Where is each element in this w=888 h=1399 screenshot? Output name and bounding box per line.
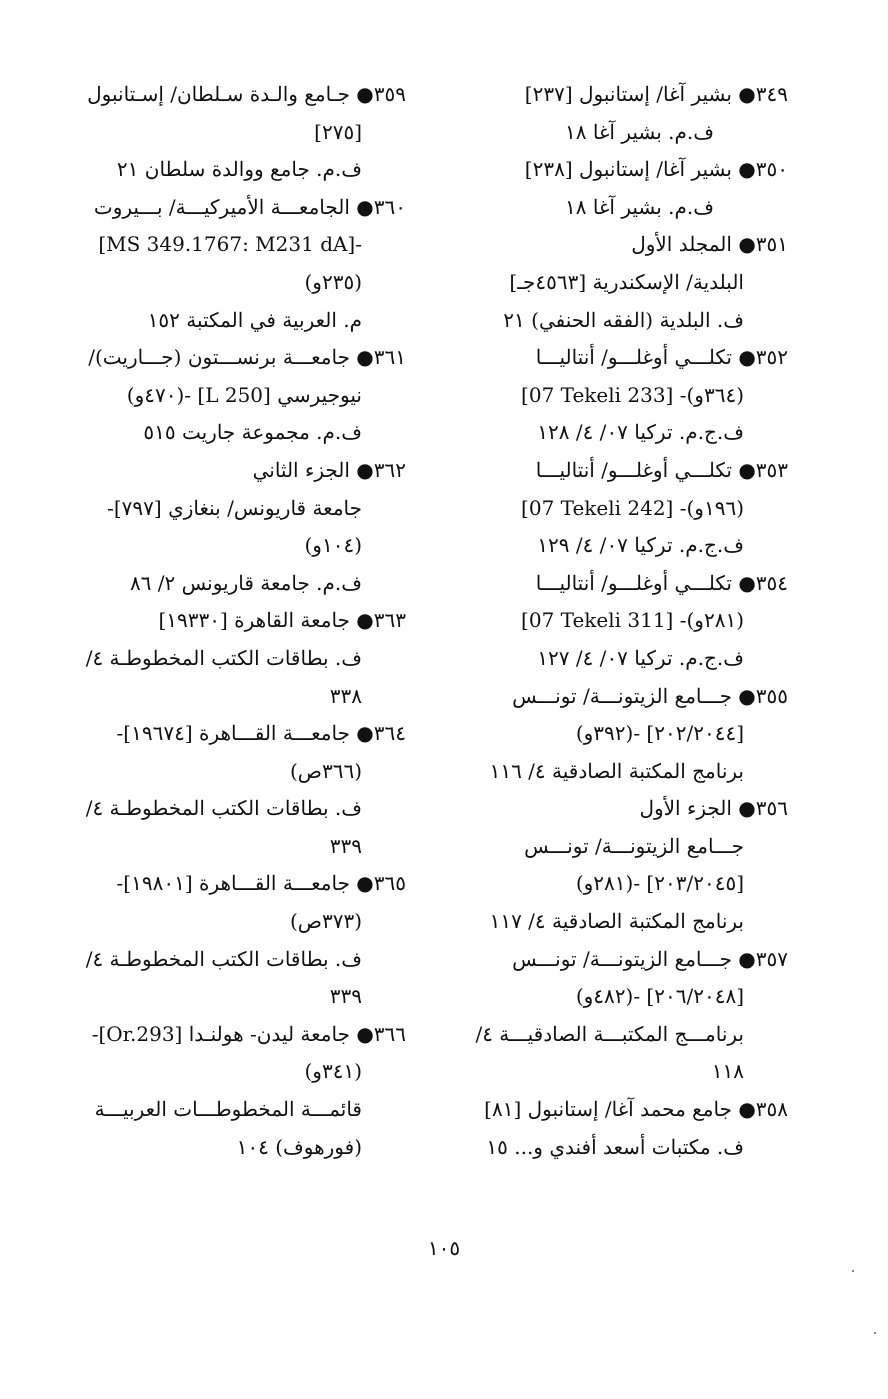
entry-detail-line: البلدية/ الإسكندرية [٤٥٦٣جـ]: [509, 269, 744, 294]
entry-heading-line: ٣٦٢● الجزء الثاني: [252, 457, 406, 482]
entry-detail-line: ٣٣٩: [329, 833, 362, 858]
entry-detail-line: برنامج المكتبة الصادقية ٤/ ١١٦: [489, 758, 744, 783]
entry-detail-line: جامعة قاريونس/ بنغازي [٧٩٧]-: [107, 495, 362, 520]
entry-detail-line: (٢٣٥و): [304, 269, 362, 294]
entry-detail-line: ف.م. جامع ووالدة سلطان ٢١: [116, 157, 362, 182]
scan-speck: [874, 1332, 876, 1334]
entry-detail-line: ف.م. بشير آغا ١٨: [565, 194, 714, 219]
entry-detail-line: قائمـــة المخطوطـــات العربيـــة: [94, 1097, 362, 1122]
entry-detail-line: [MS 349.1767: M231 dA]-: [98, 232, 362, 257]
entry-heading-line: ٣٥٠● بشير آغا/ إستانبول [٢٣٨]: [524, 157, 788, 182]
entry-detail-line: (٣٧٣ص): [289, 909, 362, 934]
right-column: [448, 76, 788, 1166]
entry-detail-line: ف.م. جامعة قاريونس ٢/ ٨٦: [129, 570, 362, 595]
entry-heading-line: ٣٥٧● جـــامع الزيتونـــة/ تونـــس: [512, 946, 788, 971]
entry-heading-line: ٣٥٥● جـــامع الزيتونـــة/ تونـــس: [512, 683, 788, 708]
entry-heading-line: ٣٥١● المجلد الأول: [631, 232, 788, 257]
scan-speck: [852, 1270, 854, 1272]
entry-detail-line: ف. بطاقات الكتب المخطوطـة ٤/: [85, 645, 362, 670]
entry-heading-line: ٣٦٣● جامعة القاهرة [١٩٣٣٠]: [158, 608, 406, 633]
entry-detail-line: ف.م. مجموعة جاريت ٥١٥: [143, 420, 362, 445]
entry-heading-line: ٣٥٩● جـامع والـدة سـلطان/ إسـتانبول: [87, 82, 406, 106]
entry-detail-line: ف. البلدية (الفقه الحنفي) ٢١: [503, 307, 744, 332]
entry-detail-line: [٢٠٦/٢٠٤٨] -(٤٨٢و): [575, 984, 744, 1009]
entry-heading-line: ٣٦٦● جامعة ليدن- هولنـدا [Or.293]-: [91, 1021, 406, 1046]
entry-detail-line: ف. مكتبات أسعد أفندي و... ١٥: [486, 1134, 744, 1159]
page-number: ١٠٥: [427, 1236, 461, 1260]
entry-heading-line: ٣٦٠● الجامعـــة الأميركيـــة/ بـــيروت: [93, 194, 406, 219]
entry-detail-line: برنامج المكتبة الصادقية ٤/ ١١٧: [489, 909, 744, 934]
entry-detail-line: ١١٨: [711, 1059, 744, 1084]
entry-detail-line: [٢٠٣/٢٠٤٥] -(٢٨١و): [575, 871, 744, 896]
entry-detail-line: (٣٤١و): [304, 1059, 362, 1084]
entry-detail-line: ف.ج.م. تركيا ٠٧/ ٤/ ١٢٩: [537, 533, 744, 558]
left-column: [60, 76, 406, 1166]
entry-detail-line: م. العربية في المكتبة ١٥٢: [147, 307, 362, 332]
entry-heading-line: ٣٥٣● تكلـــي أوغلـــو/ أنتاليـــا: [535, 457, 788, 482]
entry-heading-line: ٣٥٤● تكلـــي أوغلـــو/ أنتاليـــا: [535, 570, 788, 595]
entry-detail-line: برنامـــج المكتبـــة الصادقيـــة ٤/: [475, 1021, 744, 1046]
entry-detail-line: ٣٣٨: [329, 683, 362, 708]
entry-detail-line: ف.ج.م. تركيا ٠٧/ ٤/ ١٢٧: [537, 645, 744, 670]
entry-detail-line: نيوجيرسي [250 L] -(٤٧٠و): [126, 382, 362, 407]
entry-detail-line: (٣٦٦ص): [289, 758, 362, 783]
entry-heading-line: ٣٦٤● جامعـــة القـــاهرة [١٩٦٧٤]-: [116, 721, 406, 746]
entry-detail-line: [07 Tekeli 233] -(٣٦٤و): [521, 382, 744, 407]
entry-heading-line: ٣٤٩● بشير آغا/ إستانبول [٢٣٧]: [524, 82, 788, 106]
entry-detail-line: ف.م. بشير آغا ١٨: [565, 119, 714, 144]
entry-detail-line: [٢٠٢/٢٠٤٤] -(٣٩٢و): [575, 721, 744, 746]
entry-heading-line: ٣٦١● جامعـــة برنســـتون (جـــاريت)/: [88, 345, 406, 370]
entry-detail-line: (فورهوف) ١٠٤: [236, 1134, 362, 1159]
entry-detail-line: ف.ج.م. تركيا ٠٧/ ٤/ ١٢٨: [537, 420, 744, 445]
entry-heading-line: ٣٥٦● الجزء الأول: [639, 796, 788, 821]
entry-detail-line: ف. بطاقات الكتب المخطوطـة ٤/: [85, 946, 362, 971]
entry-heading-line: ٣٦٥● جامعـــة القـــاهرة [١٩٨٠١]-: [116, 871, 406, 896]
entry-detail-line: ٣٣٩: [329, 984, 362, 1009]
entry-detail-line: (١٠٤و): [304, 533, 362, 558]
entry-heading-line: ٣٥٨● جامع محمد آغا/ إستانبول [٨١]: [484, 1097, 788, 1122]
entry-heading-line: ٣٥٢● تكلـــي أوغلـــو/ أنتاليـــا: [535, 345, 788, 370]
entry-detail-line: [٢٧٥]: [314, 119, 362, 144]
entry-detail-line: [07 Tekeli 242] -(١٩٦و): [521, 495, 744, 520]
entry-detail-line: ف. بطاقات الكتب المخطوطـة ٤/: [85, 796, 362, 821]
entry-detail-line: جـــامع الزيتونـــة/ تونـــس: [524, 833, 744, 858]
entry-detail-line: [07 Tekeli 311] -(٢٨١و): [521, 608, 744, 633]
